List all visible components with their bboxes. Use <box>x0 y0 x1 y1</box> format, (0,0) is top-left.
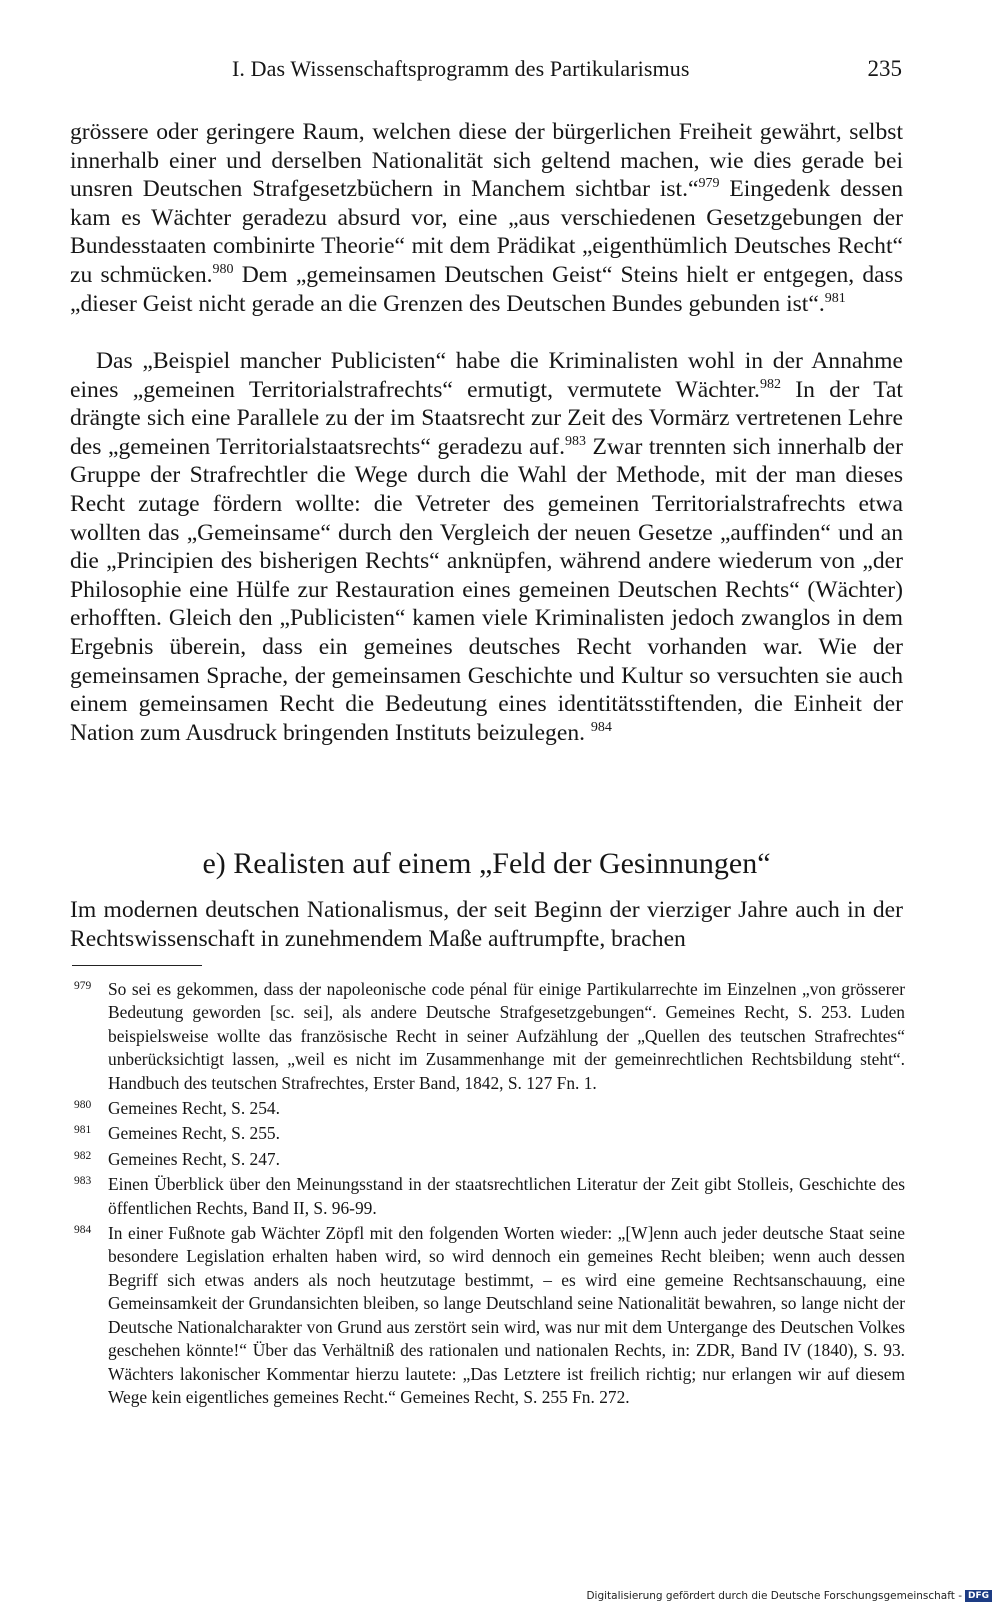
footnote-980 <box>74 1097 905 1120</box>
footnote-text: In einer Fußnote gab Wächter Zöpfl mit den folgenden Worten wieder: „[W]enn auch jeder deutsche Staat seine besondere Legislation erhalten haben wird, so wird dennoch ein gemeines Recht bleiben; wenn auch dessen Begriff sich etwas anders als noch heutzutage bestimmt, – es wird eine gemeine Rechtsanschauung, eine Gemeinsamkeit der Grundansichten bleiben, so lange Deutschland seine Nationalität bewahren, so lange nicht der Deutsche Nationalcharakter von Grund aus zerstört sein wird, was nur mit dem Untergange des Deutschen Volkes geschehen könnte!“ Über das Verhältniß des rationalen und nationalen Rechts, in: ZDR, Band IV (1840), S. 93. Wächters lakonischer Kommentar hierzu lautete: „Das Letztere ist freilich richtig; nur erlangen wir auf diesem Wege kein eigentliches gemeines Recht.“ Gemeines Recht, S. 255 Fn. 272. <box>108 1223 905 1407</box>
footnote-text: So sei es gekommen, dass der napoleonische code pénal für einige Partikularrechte im Einzelnen „von grösserer Bedeutung geworden [sc. sei], als andere Deutsche Strafgesetzgebungen“. Gemeines Recht, S. 253. Luden beispielsweise wollte das französische Recht in seiner Aufzählung der „Quellen des teutschen Strafrechtes“ unberücksichtigt lassen, „weil es nicht im Zusammenhange mit der gemeinrechtlichen Rechtsbildung steht“. Handbuch des teutschen Strafrechtes, Erster Band, 1842, S. 127 Fn. 1. <box>108 979 905 1093</box>
footnote-ref[interactable]: 982 <box>759 376 781 392</box>
footnote-text: Gemeines Recht, S. 254. <box>108 1098 280 1119</box>
footnote-ref[interactable]: 981 <box>824 290 846 306</box>
footnote-981 <box>74 1122 905 1145</box>
running-head <box>232 56 902 90</box>
text-run: Zwar trennten sich innerhalb der Gruppe der Strafrechtler die Wege durch die Wahl der Methode, mit der man dieses Recht zutage fördern wollte: die Vetreter des gemeinen Territorialstrafrechts etwa wollten das „Gemeinsame“ durch den Vergleich der neuen Gesetze „auffinden“ und an die „Principien des bisherigen Rechts“ anknüpfen, während andere wiederum von „der Philosophie eine Hülfe zur Restauration eines gemeinen Deutschen Rechts“ (Wächter) erhofften. Gleich den „Publicisten“ kamen viele Kriminalisten jedoch zwanglos in dem Ergebnis überein, dass ein gemeines deutsches Recht vorhanden war. Wie der gemeinsamen Sprache, der gemeinsamen Geschichte und Kultur so versuchten sie auch einem gemeinsamen Recht die Bedeutung eines identitätsstiftenden, die Einheit der Nation zum Ausdruck bringenden Instituts beizulegen. <box>70 433 903 746</box>
footnote-983 <box>74 1173 905 1220</box>
footnote-982 <box>74 1148 905 1171</box>
footnote-number: 983 <box>74 1175 92 1188</box>
text-run: Eingedenk dessen kam es Wächter geradezu absurd vor, eine „aus verschiedenen Gesetzgebungen der Bundesstaaten combinirte Theorie“ mit dem Prädikat „eigenthümlich Deutsches Recht“ zu schmücken. <box>70 176 903 288</box>
footnote-text: Gemeines Recht, S. 247. <box>108 1148 280 1169</box>
text-run: Dem „gemeinsamen Deutschen Geist“ Steins hielt er entgegen, dass „dieser Geist nicht gerade an die Grenzen des Deutschen Bundes gebunden ist“. <box>70 261 904 317</box>
footnote-ref[interactable]: 984 <box>590 719 612 735</box>
footnote-number: 981 <box>74 1124 92 1137</box>
body-paragraph-1 <box>70 118 903 318</box>
footnote-979 <box>74 978 905 1095</box>
footnote-text: Einen Überblick über den Meinungsstand in der staatsrechtlichen Literatur der Zeit gibt Stolleis, Geschichte des öffentlichen Rechts, Band II, S. 96-99. <box>108 1174 905 1218</box>
body-paragraph-3: Im modernen deutschen Nationalismus, der seit Beginn der vierziger Jahre auch in der Rechtswissenschaft in zunehmendem Maße auftrumpfte, brachen <box>70 897 903 952</box>
text-run: In der Tat drängte sich eine Parallele zu der im Staatsrecht zur Zeit des Vormärz vertretenen Lehre des „gemeinen Territorialstaatsrechts“ geradezu auf. <box>70 376 903 460</box>
footnote-number: 979 <box>74 980 92 992</box>
footnote-984 <box>74 1222 905 1409</box>
footnote-number: 982 <box>74 1149 92 1162</box>
text-run: Das „Beispiel mancher Publicisten“ habe die Kriminalisten wohl in der Annahme eines „gemeinen Territorialstrafrechts“ ermutigt, vermutete Wächter. <box>70 348 903 403</box>
footnote-number: 980 <box>74 1099 92 1112</box>
credit-text: Digitalisierung gefördert durch die Deutsche Forschungsgemeinschaft - <box>586 1590 962 1602</box>
footnote-ref[interactable]: 983 <box>565 433 587 449</box>
footnote-ref[interactable]: 980 <box>212 261 234 277</box>
text-run: grössere oder geringere Raum, welchen diese der bürgerlichen Freiheit gewährt, selbst innerhalb einer und derselben Nationalität sich geltend machen, wie dies gerade bei unsren Deutschen Strafgesetzbüchern in Manchem sichtbar ist.“ <box>70 119 903 203</box>
footnote-ref[interactable]: 979 <box>698 176 720 192</box>
footnote-number: 984 <box>74 1224 92 1237</box>
dfg-logo-icon: DFG <box>965 1590 992 1602</box>
section-heading: e) Realisten auf einem „Feld der Gesinnungen“ <box>202 847 771 880</box>
body-paragraph-2 <box>70 347 903 747</box>
footnotes <box>74 978 905 1411</box>
footnote-text: Gemeines Recht, S. 255. <box>108 1123 280 1144</box>
footnote-divider <box>72 965 202 966</box>
digitization-credit <box>586 1590 992 1602</box>
running-head-title: I. Das Wissenschaftsprogramm des Partikularismus <box>232 56 690 81</box>
page-number: 235 <box>867 56 902 81</box>
